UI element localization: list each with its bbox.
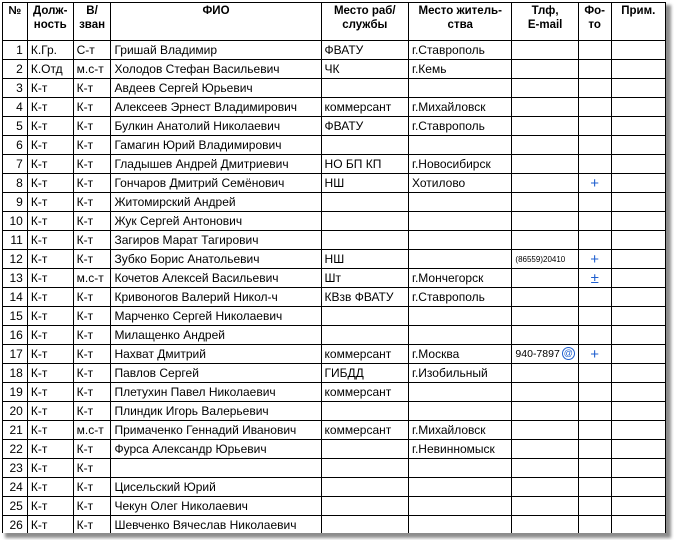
cell-name: Милащенко Андрей bbox=[111, 326, 321, 345]
cell-workplace bbox=[321, 136, 408, 155]
cell-notes bbox=[611, 60, 665, 79]
cell-residence bbox=[409, 250, 512, 269]
cell-phone bbox=[512, 117, 578, 136]
cell-rank: м.с-т bbox=[73, 60, 111, 79]
cell-num: 10 bbox=[3, 212, 28, 231]
table-row bbox=[3, 497, 666, 516]
cell-photo bbox=[578, 212, 611, 231]
cell-residence bbox=[409, 402, 512, 421]
cell-num: 4 bbox=[3, 98, 28, 117]
table-row bbox=[3, 60, 666, 79]
cell-photo bbox=[578, 478, 611, 497]
table-row bbox=[3, 250, 666, 269]
cell-phone bbox=[512, 79, 578, 98]
cell-workplace bbox=[321, 212, 408, 231]
cell-notes bbox=[611, 212, 665, 231]
cell-num: 20 bbox=[3, 402, 28, 421]
cell-workplace: ФВАТУ bbox=[321, 117, 408, 136]
cell-phone bbox=[512, 402, 578, 421]
cell-name: Авдеев Сергей Юрьевич bbox=[111, 79, 321, 98]
cell-rank: К-т bbox=[73, 98, 111, 117]
cell-name: Холодов Стефан Васильевич bbox=[111, 60, 321, 79]
cell-photo bbox=[578, 364, 611, 383]
cell-notes bbox=[611, 288, 665, 307]
cell-rank: К-т bbox=[73, 117, 111, 136]
cell-workplace: ФВАТУ bbox=[321, 41, 408, 60]
cell-phone bbox=[512, 383, 578, 402]
header-photo: Фо- то bbox=[578, 3, 611, 41]
cell-position: К-т bbox=[27, 364, 73, 383]
table-row bbox=[3, 516, 666, 534]
cell-num: 23 bbox=[3, 459, 28, 478]
cell-num: 5 bbox=[3, 117, 28, 136]
photo-mark-icon: + bbox=[590, 250, 600, 268]
table-row bbox=[3, 231, 666, 250]
cell-name: Зубко Борис Анатольевич bbox=[111, 250, 321, 269]
cell-photo bbox=[578, 193, 611, 212]
cell-residence: г.Изобильный bbox=[409, 364, 512, 383]
table-row bbox=[3, 98, 666, 117]
cell-residence: г.Михайловск bbox=[409, 421, 512, 440]
cell-rank: К-т bbox=[73, 288, 111, 307]
cell-residence bbox=[409, 516, 512, 534]
cell-phone bbox=[512, 307, 578, 326]
cell-num: 24 bbox=[3, 478, 28, 497]
cell-workplace: НШ bbox=[321, 174, 408, 193]
table-row bbox=[3, 155, 666, 174]
cell-photo bbox=[578, 136, 611, 155]
table-row bbox=[3, 326, 666, 345]
header-row bbox=[3, 3, 666, 41]
cell-residence bbox=[409, 326, 512, 345]
cell-name: Алексеев Эрнест Владимирович bbox=[111, 98, 321, 117]
cell-workplace bbox=[321, 478, 408, 497]
cell-position: К-т bbox=[27, 421, 73, 440]
cell-phone bbox=[512, 478, 578, 497]
cell-photo bbox=[578, 41, 611, 60]
cell-residence: г.Михайловск bbox=[409, 98, 512, 117]
cell-phone bbox=[512, 269, 578, 288]
cell-notes bbox=[611, 250, 665, 269]
cell-position: К-т bbox=[27, 250, 73, 269]
cell-name: Павлов Сергей bbox=[111, 364, 321, 383]
cell-num: 17 bbox=[3, 345, 28, 364]
photo-mark-icon: + bbox=[590, 345, 600, 363]
cell-rank: К-т bbox=[73, 155, 111, 174]
cell-residence: г.Москва bbox=[409, 345, 512, 364]
cell-position: К-т bbox=[27, 440, 73, 459]
cell-workplace bbox=[321, 307, 408, 326]
table-row bbox=[3, 421, 666, 440]
cell-name: Кривоногов Валерий Никол-ч bbox=[111, 288, 321, 307]
header-name: ФИО bbox=[111, 3, 321, 41]
cell-rank: м.с-т bbox=[73, 269, 111, 288]
cell-position: К-т bbox=[27, 516, 73, 534]
cell-position: К-т bbox=[27, 136, 73, 155]
cell-position: К.Отд bbox=[27, 60, 73, 79]
cell-name: Цисельский Юрий bbox=[111, 478, 321, 497]
cell-rank: К-т bbox=[73, 402, 111, 421]
cell-phone bbox=[512, 364, 578, 383]
table-row bbox=[3, 136, 666, 155]
cell-position: К-т bbox=[27, 402, 73, 421]
table-row bbox=[3, 478, 666, 497]
table-row bbox=[3, 79, 666, 98]
cell-notes bbox=[611, 516, 665, 534]
header-phone: Тлф, E-mail bbox=[512, 3, 578, 41]
cell-rank: К-т bbox=[73, 440, 111, 459]
cell-workplace: ГИБДД bbox=[321, 364, 408, 383]
cell-name: Загиров Марат Тагирович bbox=[111, 231, 321, 250]
cell-name: Гончаров Дмитрий Семёнович bbox=[111, 174, 321, 193]
cell-phone bbox=[512, 98, 578, 117]
cell-workplace bbox=[321, 231, 408, 250]
cell-workplace bbox=[321, 516, 408, 534]
cell-workplace: НО БП КП bbox=[321, 155, 408, 174]
cell-rank: К-т bbox=[73, 212, 111, 231]
cell-num: 19 bbox=[3, 383, 28, 402]
cell-photo bbox=[578, 79, 611, 98]
cell-position: К-т bbox=[27, 383, 73, 402]
cell-phone bbox=[512, 212, 578, 231]
cell-notes bbox=[611, 345, 665, 364]
table-row bbox=[3, 269, 666, 288]
cell-phone bbox=[512, 174, 578, 193]
cell-photo bbox=[578, 269, 611, 288]
cell-notes bbox=[611, 402, 665, 421]
cell-phone bbox=[512, 231, 578, 250]
table-row bbox=[3, 402, 666, 421]
cell-phone bbox=[512, 421, 578, 440]
cell-notes bbox=[611, 79, 665, 98]
cell-position: К-т bbox=[27, 288, 73, 307]
cell-num: 14 bbox=[3, 288, 28, 307]
at-icon[interactable]: @ bbox=[563, 348, 573, 359]
cell-residence: г.Ставрополь bbox=[409, 41, 512, 60]
cell-rank: К-т bbox=[73, 174, 111, 193]
cell-workplace bbox=[321, 497, 408, 516]
cell-rank: К-т bbox=[73, 516, 111, 534]
cell-phone bbox=[512, 193, 578, 212]
phone-text: 940-7897 bbox=[515, 347, 560, 360]
cell-rank: С-т bbox=[73, 41, 111, 60]
roster-rows bbox=[3, 41, 666, 534]
cell-name: Нахват Дмитрий bbox=[111, 345, 321, 364]
cell-workplace: ЧК bbox=[321, 60, 408, 79]
cell-phone bbox=[512, 136, 578, 155]
cell-num: 18 bbox=[3, 364, 28, 383]
cell-rank: К-т bbox=[73, 250, 111, 269]
cell-notes bbox=[611, 41, 665, 60]
cell-residence bbox=[409, 79, 512, 98]
cell-workplace bbox=[321, 459, 408, 478]
cell-notes bbox=[611, 136, 665, 155]
cell-notes bbox=[611, 307, 665, 326]
cell-residence: г.Невинномыск bbox=[409, 440, 512, 459]
cell-phone bbox=[512, 41, 578, 60]
header-workplace: Место раб/ службы bbox=[321, 3, 408, 41]
cell-notes bbox=[611, 383, 665, 402]
cell-photo bbox=[578, 155, 611, 174]
cell-phone bbox=[512, 326, 578, 345]
cell-rank: К-т bbox=[73, 459, 111, 478]
cell-num: 9 bbox=[3, 193, 28, 212]
table-row bbox=[3, 174, 666, 193]
cell-phone[interactable] bbox=[512, 345, 578, 364]
table-row bbox=[3, 459, 666, 478]
cell-num: 16 bbox=[3, 326, 28, 345]
cell-workplace: коммерсант bbox=[321, 98, 408, 117]
cell-name: Гришай Владимир bbox=[111, 41, 321, 60]
cell-residence: г.Ставрополь bbox=[409, 288, 512, 307]
cell-notes bbox=[611, 478, 665, 497]
cell-photo bbox=[578, 402, 611, 421]
cell-name: Житомирский Андрей bbox=[111, 193, 321, 212]
table-row bbox=[3, 307, 666, 326]
cell-residence bbox=[409, 193, 512, 212]
cell-residence: г.Ставрополь bbox=[409, 117, 512, 136]
cell-phone bbox=[512, 516, 578, 534]
cell-phone bbox=[512, 440, 578, 459]
cell-num: 13 bbox=[3, 269, 28, 288]
cell-num: 1 bbox=[3, 41, 28, 60]
table-row bbox=[3, 117, 666, 136]
cell-notes bbox=[611, 459, 665, 478]
cell-residence bbox=[409, 478, 512, 497]
cell-workplace bbox=[321, 402, 408, 421]
cell-num: 8 bbox=[3, 174, 28, 193]
cell-position: К-т bbox=[27, 212, 73, 231]
cell-photo bbox=[578, 383, 611, 402]
cell-notes bbox=[611, 421, 665, 440]
phone-text: (86559)20410 bbox=[515, 254, 566, 264]
table-row bbox=[3, 440, 666, 459]
cell-photo bbox=[578, 288, 611, 307]
cell-rank: К-т bbox=[73, 193, 111, 212]
cell-photo bbox=[578, 250, 611, 269]
cell-workplace bbox=[321, 79, 408, 98]
table-row bbox=[3, 288, 666, 307]
cell-name: Гладышев Андрей Дмитриевич bbox=[111, 155, 321, 174]
cell-position: К-т bbox=[27, 174, 73, 193]
cell-residence bbox=[409, 231, 512, 250]
cell-num: 26 bbox=[3, 516, 28, 534]
header-notes: Прим. bbox=[611, 3, 665, 41]
table-row bbox=[3, 383, 666, 402]
cell-notes bbox=[611, 193, 665, 212]
cell-workplace: НШ bbox=[321, 250, 408, 269]
cell-notes bbox=[611, 231, 665, 250]
cell-num: 25 bbox=[3, 497, 28, 516]
cell-name: Гамагин Юрий Владимирович bbox=[111, 136, 321, 155]
cell-photo bbox=[578, 459, 611, 478]
cell-position: К-т bbox=[27, 326, 73, 345]
cell-position: К-т bbox=[27, 117, 73, 136]
cell-rank: К-т bbox=[73, 136, 111, 155]
cell-num: 15 bbox=[3, 307, 28, 326]
cell-position: К-т bbox=[27, 307, 73, 326]
cell-workplace: коммерсант bbox=[321, 383, 408, 402]
cell-photo bbox=[578, 98, 611, 117]
cell-photo bbox=[578, 421, 611, 440]
cell-num: 22 bbox=[3, 440, 28, 459]
cell-num: 7 bbox=[3, 155, 28, 174]
cell-rank: К-т bbox=[73, 79, 111, 98]
cell-rank: К-т bbox=[73, 383, 111, 402]
cell-name: Жук Сергей Антонович bbox=[111, 212, 321, 231]
cell-notes bbox=[611, 364, 665, 383]
cell-name: Фурса Александр Юрьевич bbox=[111, 440, 321, 459]
header-rank: В/ зван bbox=[73, 3, 111, 41]
cell-photo bbox=[578, 440, 611, 459]
cell-rank: К-т bbox=[73, 231, 111, 250]
cell-residence: Хотилово bbox=[409, 174, 512, 193]
cell-phone bbox=[512, 60, 578, 79]
cell-position: К-т bbox=[27, 98, 73, 117]
cell-residence: г.Мончегорск bbox=[409, 269, 512, 288]
photo-mark-icon: ± bbox=[590, 269, 599, 287]
cell-name: Марченко Сергей Николаевич bbox=[111, 307, 321, 326]
cell-photo bbox=[578, 345, 611, 364]
cell-rank: К-т bbox=[73, 345, 111, 364]
cell-phone bbox=[512, 459, 578, 478]
cell-notes bbox=[611, 98, 665, 117]
cell-name: Примаченко Геннадий Иванович bbox=[111, 421, 321, 440]
cell-rank: м.с-т bbox=[73, 421, 111, 440]
cell-position: К-т bbox=[27, 497, 73, 516]
cell-residence bbox=[409, 212, 512, 231]
cell-photo bbox=[578, 516, 611, 534]
cell-phone bbox=[512, 288, 578, 307]
cell-position: К-т bbox=[27, 231, 73, 250]
cell-notes bbox=[611, 269, 665, 288]
cell-phone bbox=[512, 497, 578, 516]
table-row bbox=[3, 193, 666, 212]
cell-photo bbox=[578, 117, 611, 136]
cell-workplace: КВзв ФВАТУ bbox=[321, 288, 408, 307]
cell-name bbox=[111, 459, 321, 478]
cell-residence bbox=[409, 459, 512, 478]
cell-notes bbox=[611, 440, 665, 459]
cell-photo bbox=[578, 231, 611, 250]
cell-num: 6 bbox=[3, 136, 28, 155]
cell-name: Чекун Олег Николаевич bbox=[111, 497, 321, 516]
table-row bbox=[3, 41, 666, 60]
cell-num: 11 bbox=[3, 231, 28, 250]
cell-position: К-т bbox=[27, 193, 73, 212]
header-residence: Место житель- ства bbox=[409, 3, 512, 41]
cell-photo bbox=[578, 497, 611, 516]
cell-rank: К-т bbox=[73, 497, 111, 516]
table-row bbox=[3, 345, 666, 364]
cell-num: 21 bbox=[3, 421, 28, 440]
cell-notes bbox=[611, 117, 665, 136]
cell-rank: К-т bbox=[73, 326, 111, 345]
cell-position: К-т bbox=[27, 79, 73, 98]
cell-residence: г.Новосибирск bbox=[409, 155, 512, 174]
photo-mark-icon: + bbox=[590, 174, 600, 192]
cell-residence bbox=[409, 383, 512, 402]
table-row bbox=[3, 212, 666, 231]
cell-position: К-т bbox=[27, 269, 73, 288]
header-position: Долж- ность bbox=[27, 3, 73, 41]
cell-workplace: Шт bbox=[321, 269, 408, 288]
cell-photo bbox=[578, 326, 611, 345]
cell-photo bbox=[578, 60, 611, 79]
cell-photo bbox=[578, 174, 611, 193]
cell-position: К-т bbox=[27, 478, 73, 497]
cell-notes bbox=[611, 326, 665, 345]
cell-residence: г.Кемь bbox=[409, 60, 512, 79]
cell-residence bbox=[409, 307, 512, 326]
cell-name: Булкин Анатолий Николаевич bbox=[111, 117, 321, 136]
cell-workplace bbox=[321, 440, 408, 459]
cell-name: Плиндик Игорь Валерьевич bbox=[111, 402, 321, 421]
cell-num: 12 bbox=[3, 250, 28, 269]
cell-num: 3 bbox=[3, 79, 28, 98]
cell-name: Шевченко Вячеслав Николаевич bbox=[111, 516, 321, 534]
cell-photo bbox=[578, 307, 611, 326]
cell-notes bbox=[611, 497, 665, 516]
cell-phone[interactable] bbox=[512, 250, 578, 269]
cell-rank: К-т bbox=[73, 478, 111, 497]
header-num: № bbox=[3, 3, 28, 41]
cell-name: Плетухин Павел Николаевич bbox=[111, 383, 321, 402]
cell-position: К.Гр. bbox=[27, 41, 73, 60]
cell-residence bbox=[409, 136, 512, 155]
cell-position: К-т bbox=[27, 459, 73, 478]
cell-phone bbox=[512, 155, 578, 174]
cell-workplace: коммерсант bbox=[321, 421, 408, 440]
cell-notes bbox=[611, 174, 665, 193]
cell-position: К-т bbox=[27, 345, 73, 364]
cell-residence bbox=[409, 497, 512, 516]
cell-notes bbox=[611, 155, 665, 174]
cell-workplace: коммерсант bbox=[321, 345, 408, 364]
roster-table bbox=[2, 2, 666, 533]
cell-position: К-т bbox=[27, 155, 73, 174]
table-row bbox=[3, 364, 666, 383]
cell-name: Кочетов Алексей Васильевич bbox=[111, 269, 321, 288]
cell-workplace bbox=[321, 326, 408, 345]
cell-workplace bbox=[321, 193, 408, 212]
cell-rank: К-т bbox=[73, 307, 111, 326]
cell-rank: К-т bbox=[73, 364, 111, 383]
cell-num: 2 bbox=[3, 60, 28, 79]
